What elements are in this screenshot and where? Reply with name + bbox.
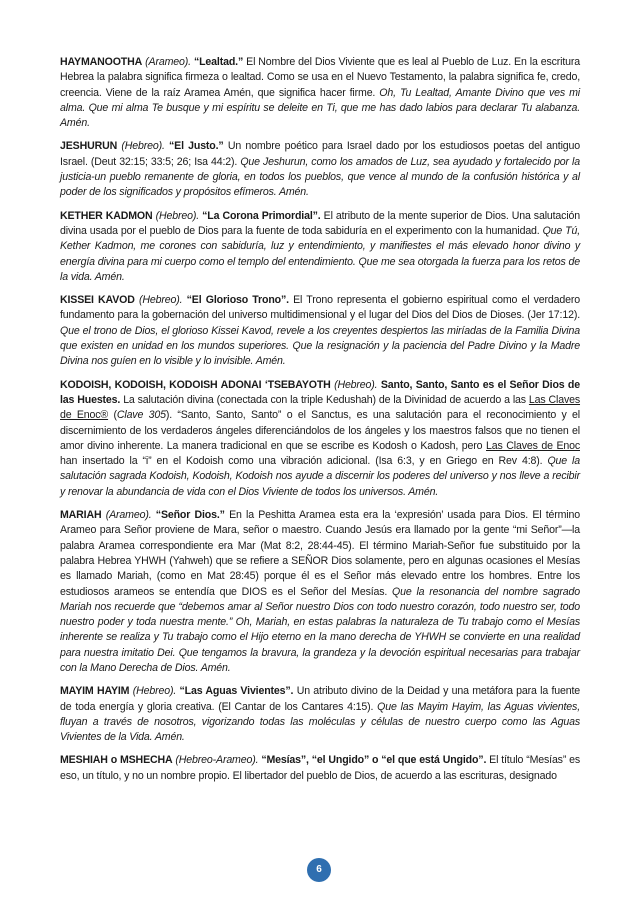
entry-title: Santo, Santo, Santo es el Señor Dios de las Huestes. xyxy=(60,378,580,406)
entry-origin: (Hebreo). xyxy=(139,294,183,307)
entry-body: ( xyxy=(108,409,117,422)
entry-term: KISSEI KAVOD xyxy=(60,294,135,307)
entry-body: El Nombre del Dios Viviente que es leal al Pueblo de Luz. En la escritura Hebrea la palabra significa firmeza o lealtad. Como se usa en el Nuevo Testamento, la palabra significa fe, credo, creencia. Viene de la raíz Aramea Amén, que significa hacer firme. xyxy=(60,56,580,99)
entry-body: El Trono representa el gobierno espiritual como el verdadero fundamento para la gobernación del universo multidimensional y el lugar del Dios del Dios de Dioses. (Jer 17:12). xyxy=(60,294,580,322)
entry-body: La salutación divina (conectada con la triple Kedushah) de la Divinidad de acuerdo a las xyxy=(120,393,529,406)
entry-body: han insertado la “i” en el Kodoish como una vibración adicional. (Isa 6:3, y en Griego en Rev 4:8). xyxy=(60,455,548,468)
entry-haymanootha xyxy=(60,55,580,131)
entry-quote: Que Tú, Kether Kadmon, me corones con sabiduría, luz y entendimiento, y manifiestes el más elevado honor divino y energía divina para mi cuerpo como el templo del entendimiento. Que me sea otorgada la fuerza para los retos de la vida. Amén. xyxy=(60,224,580,283)
entry-term: KETHER KADMON xyxy=(60,209,153,222)
entry-mariah xyxy=(60,508,580,676)
entry-mayim-hayim xyxy=(60,684,580,745)
entry-title: “La Corona Primordial”. xyxy=(202,209,321,222)
entry-quote: Que la salutación sagrada Kodoish, Kodoish, Kodoish nos ayude a discernir los poderes del universo y nos lleve a recibir y renovar la abundancia de vida con el Dios Viviente de todos los universos. Amén. xyxy=(60,455,580,498)
entry-quote: Que el trono de Dios, el glorioso Kissei Kavod, revele a los creyentes despiertos las miríadas de la Familia Divina que existen en unidad en los mundos superiores. Que la resignación y la paciencia del Padre Divino y la Madre Divina nos guíen en lo visible y lo invisible. Amén. xyxy=(60,324,580,368)
entry-origin: (Hebreo). xyxy=(121,140,165,153)
entry-quote: Que Jeshurun, como los amados de Luz, sea ayudado y fortalecido por la justicia-un pueblo remanente de gloria, en todos los pueblos, que vence al mundo de la confusión histórica y al poder de los significados y propósitos efímeros. Amén. xyxy=(60,155,580,199)
entry-term: KODOISH, KODOISH, KODOISH ADONAI ‘TSEBAYOTH xyxy=(60,378,331,391)
entry-kether-kadmon xyxy=(60,209,580,285)
entry-origin: (Hebreo). xyxy=(155,209,200,222)
entry-title: “Las Aguas Vivientes”. xyxy=(179,685,294,698)
entry-term: MAYIM HAYIM xyxy=(60,685,130,698)
entry-body: El atributo de la mente superior de Dios. Una salutación divina usada por el pueblo de Dios para la fuente de toda sabiduría en el experimento con la humanidad. xyxy=(60,209,581,237)
entry-title: “El Justo.” xyxy=(169,140,224,153)
entry-origin: (Arameo). xyxy=(105,509,152,522)
entry-term: MESHIAH o MSHECHA xyxy=(60,754,173,767)
entry-term: MARIAH xyxy=(60,509,102,522)
entry-origin: (Hebreo-Arameo). xyxy=(175,754,259,767)
entry-body: Un atributo divino de la Deidad y una metáfora para la fuente de toda energía y gloria creativa. (El Cantar de los Cantares 4:15). xyxy=(60,685,581,713)
key-reference: Clave 305 xyxy=(116,409,166,422)
keys-of-enoch-link[interactable]: Las Claves de Enoc® xyxy=(60,393,581,422)
entry-title: “El Glorioso Trono”. xyxy=(186,294,289,307)
entry-jeshurun xyxy=(60,139,580,200)
entry-origin: (Hebreo). xyxy=(334,378,378,391)
entry-meshiah xyxy=(60,753,580,784)
entry-origin: (Arameo). xyxy=(145,56,191,68)
entry-kissei-kavod xyxy=(60,293,580,369)
entry-quote: Que las Mayim Hayim, las Aguas vivientes, fluyan a través de nosotros, vigorizando todas las moléculas y células de nuestro cuerpo como las Aguas Vivientes de la Vida. Amén. xyxy=(60,700,580,744)
entry-title: “Señor Dios.” xyxy=(155,509,225,522)
entry-kodoish xyxy=(60,378,580,500)
entry-quote: Que la resonancia del nombre sagrado Mariah nos recuerde que “debemos amar al Señor nuestro Dios con todo nuestro corazón, todo nuestro ser, todo nuestro poder y toda nuestra mente.” Oh, Mariah, en estas palabras la naturaleza de Tu trabajo como el Mesías inherente se realiza y Tu trabajo como el Hijo eterno en la mano derecha de YHWH se convierte en una realidad para nuestra imitatio Dei. Que tengamos la bravura, la grandeza y la devoción espiritual necesarias para trabajar con la Mano Derecha de Dios. Amén. xyxy=(60,585,580,674)
keys-of-enoch-link[interactable]: Las Claves de Enoc xyxy=(486,439,580,452)
entry-quote: Oh, Tu Lealtad, Amante Divino que ves mi alma. Que mi alma Te busque y mi espíritu se deleite en Ti, que me has dado labios para declarar Tu alabanza. Amén. xyxy=(60,86,580,130)
entry-body: ). “Santo, Santo, Santo” o el Sanctus, es una salutación para el reconocimiento y el discernimiento de los verdaderos ángeles diferenciándolos de los ángeles y los maestros falsos que no tienen el amor divino inherente. La manera tradicional en que se escribe es Kodosh o Kadosh, pero xyxy=(60,409,581,452)
entry-body: Un nombre poético para Israel dado por los estudiosos poetas del antiguo Israel. (Deut 32:15; 33:5; 26; Isa 44:2). xyxy=(60,140,581,168)
entry-term: JESHURUN xyxy=(60,140,118,153)
entry-origin: (Hebreo). xyxy=(132,685,177,698)
entry-body: En la Peshitta Aramea esta era la ‘expresión’ usada para Dios. El término Arameo para Señor proviene de Mara, señor o maestro. Cuando Jesús era llamado por la gente “mi Señor”—la palabra Aramea correspondiente era Mar (Mat 8:2, 28:44-45). El término Mariah-Señor fue substituido por la palabra Hebrea YHWH (Yahweh) que se refiere a SEÑOR Dios solamente, pero en algunas ocasiones el Mesías es llamado Mariah, (como en Mat 28:45) porque él es el Señor más elevado entre los hombres. Entre los estudiosos arameos se entendía que DIOS es el Señor del Mesías. xyxy=(60,509,580,598)
page-number-badge: 6 xyxy=(307,858,331,882)
entry-term: HAYMANOOTHA xyxy=(60,56,143,68)
entry-title: “Lealtad.” xyxy=(193,56,244,68)
entry-body: El título “Mesías” es eso, un título, y no un nombre propio. El libertador del pueblo de Dios, de acuerdo a las escrituras, designado xyxy=(60,754,581,782)
entry-title: “Mesías”, “el Ungido” o “el que está Ungido”. xyxy=(261,754,487,767)
